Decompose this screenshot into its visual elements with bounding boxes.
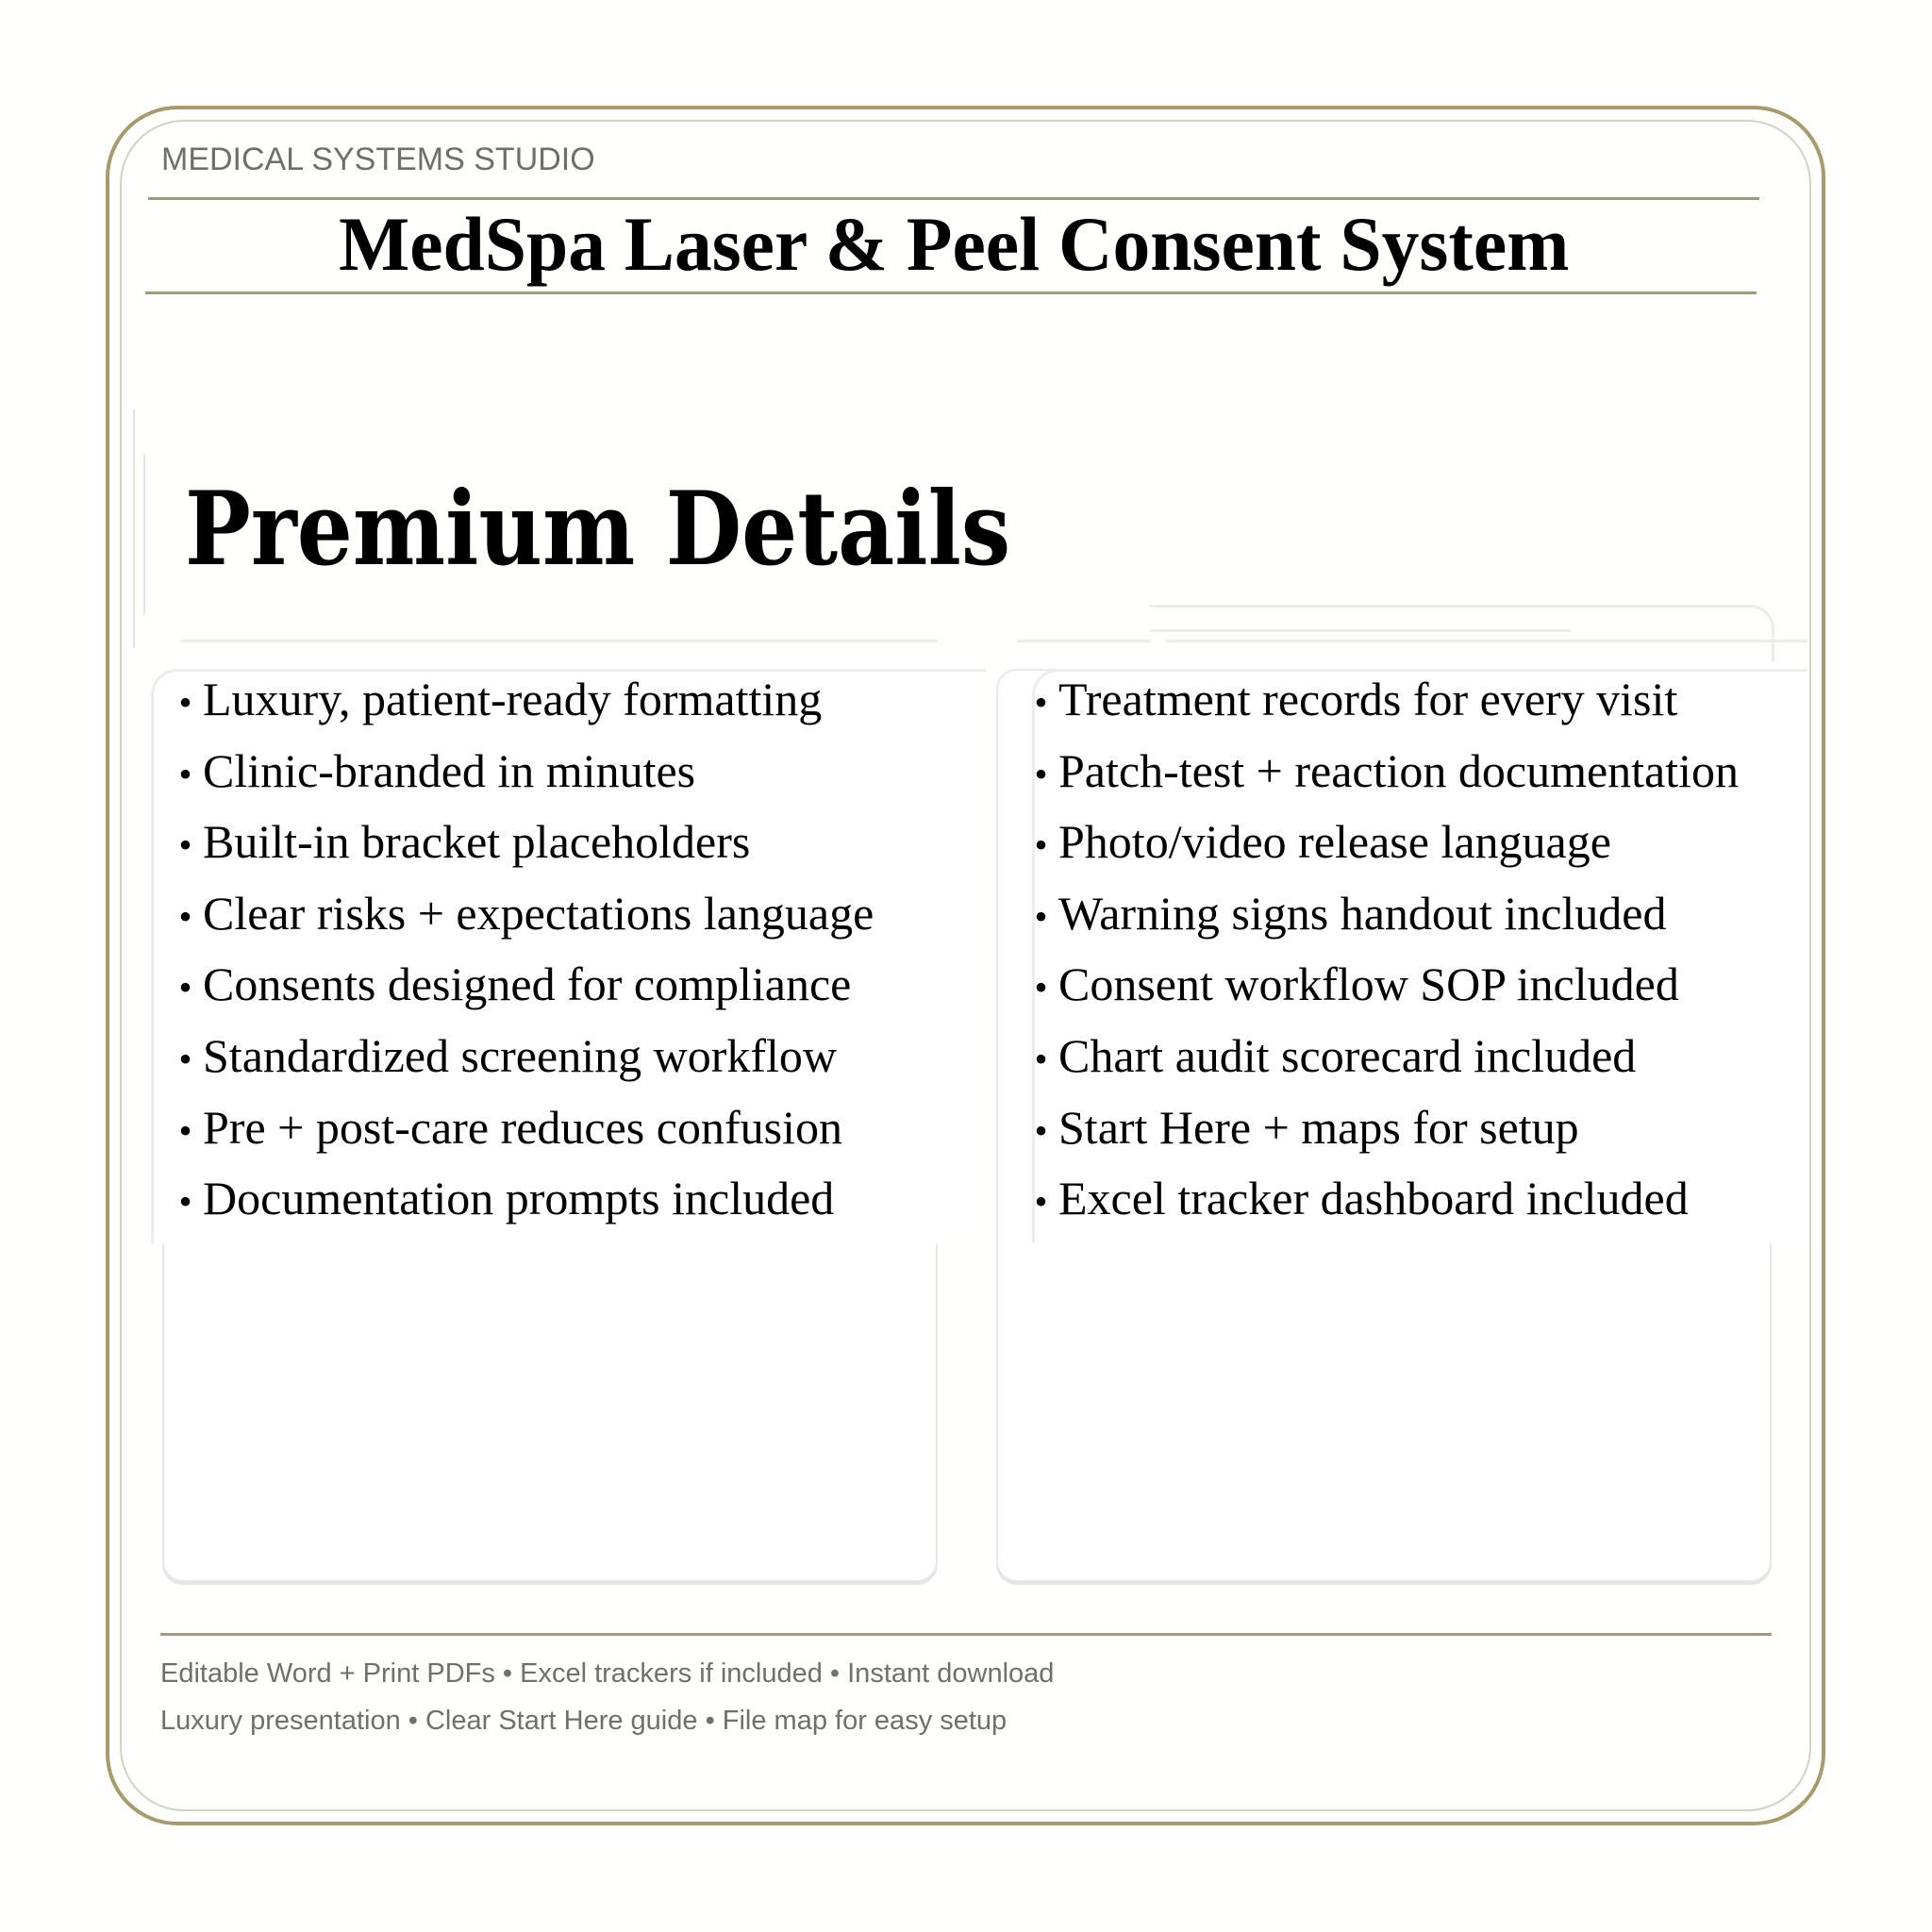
feature-text: Consents designed for compliance [203, 958, 852, 1011]
bullet-icon: • [1034, 752, 1048, 795]
list-item [1024, 743, 1739, 815]
footer-line-1: Editable Word + Print PDFs • Excel trackers if included • Instant download [160, 1658, 1055, 1689]
header-rule-bottom [145, 291, 1757, 294]
feature-text: Documentation prompts included [203, 1172, 835, 1225]
feature-text: Excel tracker dashboard included [1058, 1172, 1689, 1225]
bullet-icon: • [1034, 966, 1048, 1009]
list-item [1024, 1100, 1739, 1172]
feature-list-right [1024, 672, 1739, 1242]
feature-text: Clinic-branded in minutes [203, 743, 696, 797]
bullet-icon: • [178, 894, 192, 938]
footer-rule [160, 1633, 1772, 1636]
list-item [1024, 886, 1739, 958]
list-item [168, 886, 874, 958]
list-item [1024, 957, 1739, 1028]
feature-text: Standardized screening workflow [203, 1028, 837, 1082]
list-item [1024, 1028, 1739, 1100]
list-item [168, 1171, 874, 1242]
feature-text: Patch-test + reaction documentation [1058, 743, 1740, 797]
studio-name: MEDICAL SYSTEMS STUDIO [161, 142, 595, 177]
bullet-icon: • [1034, 824, 1048, 867]
list-item [168, 1100, 874, 1172]
feature-list-left [168, 672, 874, 1242]
bullet-icon: • [1034, 1180, 1048, 1224]
feature-text: Luxury, patient-ready formatting [203, 673, 823, 725]
bullet-icon: • [178, 681, 192, 724]
list-item [168, 957, 874, 1028]
artifact-line [133, 409, 135, 648]
feature-text: Photo/video release language [1058, 815, 1611, 869]
page-title-text: MedSpa Laser & Peel Consent System [338, 201, 1570, 287]
page-title [148, 196, 1759, 292]
bullet-icon: • [1034, 894, 1048, 938]
footer-line-2: Luxury presentation • Clear Start Here guide • File map for easy setup [160, 1706, 1008, 1736]
list-item [1024, 814, 1739, 886]
feature-text: Treatment records for every visit [1058, 673, 1678, 725]
list-item [168, 743, 874, 815]
bullet-icon: • [178, 1180, 192, 1224]
artifact-line [1150, 629, 1571, 632]
bullet-icon: • [1034, 681, 1048, 724]
bullet-icon: • [178, 824, 192, 867]
feature-text: Start Here + maps for setup [1058, 1100, 1579, 1154]
bullet-icon: • [178, 966, 192, 1009]
list-item [1024, 672, 1739, 743]
ghost-card-outline [1150, 605, 1774, 661]
list-item [168, 814, 874, 886]
artifact-line [143, 455, 145, 615]
bullet-icon: • [178, 752, 192, 795]
feature-text: Pre + post-care reduces confusion [203, 1100, 842, 1154]
list-item [168, 672, 874, 743]
feature-text: Chart audit scorecard included [1058, 1028, 1637, 1082]
feature-text: Warning signs handout included [1058, 886, 1667, 940]
bullet-icon: • [178, 1108, 192, 1152]
artifact-line [1166, 640, 1807, 642]
feature-text: Clear risks + expectations language [203, 886, 874, 940]
bullet-icon: • [178, 1037, 192, 1080]
section-title: Premium Details [185, 470, 1011, 589]
bullet-icon: • [1034, 1108, 1048, 1152]
bullet-icon: • [1034, 1037, 1048, 1080]
artifact-line [1017, 640, 1151, 642]
feature-text: Built-in bracket placeholders [203, 815, 751, 869]
list-item [168, 1028, 874, 1100]
artifact-line [180, 640, 938, 642]
list-item [1024, 1171, 1739, 1242]
feature-text: Consent workflow SOP included [1058, 958, 1679, 1011]
